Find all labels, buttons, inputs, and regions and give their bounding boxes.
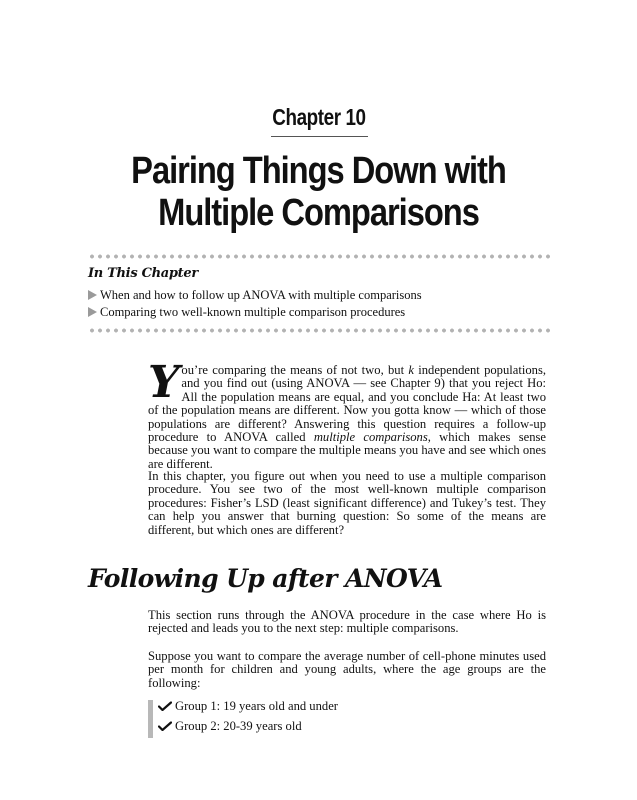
intro-p1-text-b: independent populations, and you find out (using ANOVA — see Chapter 9) that you reject Ho: All the population means are equal, and you conclude Ha: At least two of the population means are different. Now you gotta know — which of those populations are different? Answering this question requires a follow-up procedure to ANOVA called (148, 363, 546, 445)
triangle-bullet-icon (88, 290, 97, 300)
intro-paragraph-2: In this chapter, you figure out when you need to use a multiple comparison procedure. You see two of the most well-known multiple comparison procedures: Fisher’s LSD (least significant difference) and Tukey’s test. They can help you answer that burning question: So some of the means are different, but which ones are different? (148, 469, 546, 537)
intro-p1-text-a: ou’re comparing the means of not two, but (181, 363, 409, 377)
in-this-chapter-item-text: Comparing two well-known multiple comparison procedures (100, 305, 406, 319)
in-this-chapter-item (88, 287, 422, 303)
list-item (158, 718, 302, 734)
chapter-number: Chapter 10 (271, 104, 366, 130)
checkmark-icon (158, 701, 172, 711)
list-sidebar-bar (148, 700, 153, 738)
chapter-title-line-2: Multiple Comparisons (158, 192, 479, 234)
section-paragraph-2: Suppose you want to compare the average number of cell-phone minutes used per month for children and young adults, where the age groups are the following: (148, 649, 546, 690)
drop-cap: Y (148, 357, 178, 408)
in-this-chapter-item-text: When and how to follow up ANOVA with multiple comparisons (100, 288, 422, 302)
dotted-divider-top (88, 254, 550, 259)
triangle-bullet-icon (88, 307, 97, 317)
list-item-text: Group 2: 20-39 years old (175, 719, 302, 733)
in-this-chapter-heading: In This Chapter (88, 266, 198, 281)
list-item-text: Group 1: 19 years old and under (175, 699, 338, 713)
list-item (158, 698, 338, 714)
chapter-title (100, 150, 537, 234)
chapter-label (0, 104, 637, 131)
intro-p1-term: multiple comparisons (313, 430, 428, 445)
intro-paragraph-1 (148, 357, 546, 471)
chapter-title-line-1: Pairing Things Down with (131, 150, 506, 192)
in-this-chapter-item (88, 304, 405, 320)
chapter-divider (271, 136, 368, 137)
dotted-divider-bottom (88, 328, 550, 333)
intro-p1-text-c: , which makes sense because you want to compare the multiple means you have and see which ones are different. (148, 430, 546, 471)
section-paragraph-1: This section runs through the ANOVA procedure in the case where Ho is rejected and leads you to the next step: multiple comparisons. (148, 608, 546, 636)
section-heading: Following Up after ANOVA (88, 564, 443, 593)
checkmark-icon (158, 721, 172, 731)
intro-p1-variable-k: k (408, 363, 414, 377)
